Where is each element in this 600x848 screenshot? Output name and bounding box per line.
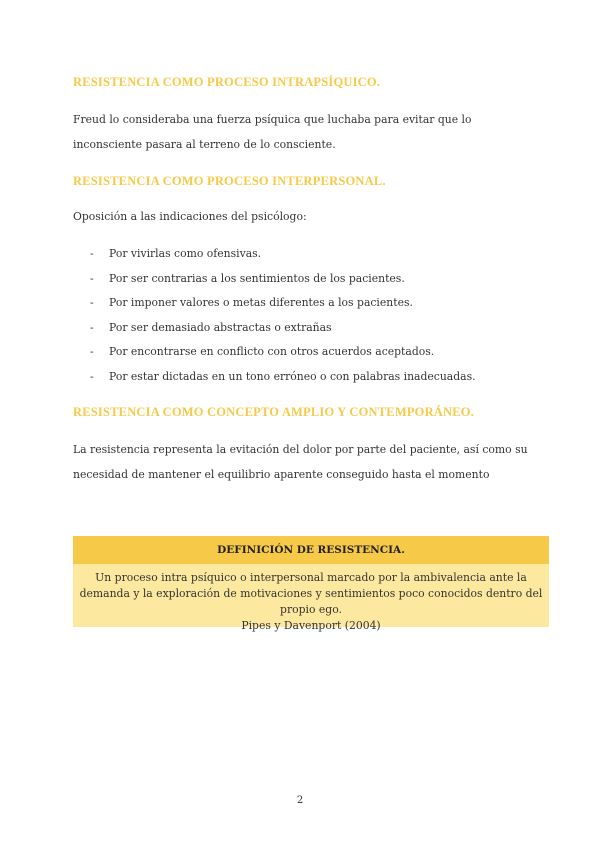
list-item — [90, 242, 476, 267]
dash-bullet: - — [90, 369, 94, 383]
section-heading-contemporaneo: RESISTENCIA COMO CONCEPTO AMPLIO Y CONTEMPORÁNEO. — [73, 405, 475, 419]
list-item-text: Por ser demasiado abstractas o extrañas — [109, 320, 332, 334]
list-item — [90, 291, 476, 316]
dash-bullet: - — [90, 247, 94, 260]
list-item-text: Por encontrarse en conflicto con otros acuerdos aceptados. — [109, 345, 435, 359]
definition-citation: Pipes y Davenport (2004) — [241, 619, 381, 632]
dash-bullet: - — [90, 320, 94, 334]
list-item — [90, 340, 476, 365]
definition-box — [73, 536, 549, 632]
opposition-list — [90, 242, 476, 390]
definition-title: DEFINICIÓN DE RESISTENCIA. — [73, 536, 549, 564]
list-item-text: Por ser contrarias a los sentimientos de los pacientes. — [109, 271, 405, 285]
section-heading-interpersonal: RESISTENCIA COMO PROCESO INTERPERSONAL. — [73, 174, 386, 188]
list-item-text: Por estar dictadas en un tono erróneo o con palabras inadecuadas. — [109, 369, 476, 383]
list-item-text: Por imponer valores o metas diferentes a los pacientes. — [109, 296, 413, 310]
section-paragraph-intrapsiquico: Freud lo consideraba una fuerza psíquica que luchaba para evitar que lo inconsciente pasara al terreno de lo consciente. — [73, 113, 472, 151]
list-item — [90, 316, 476, 341]
section-heading-intrapsiquico: RESISTENCIA COMO PROCESO INTRAPSÍQUICO. — [73, 75, 381, 89]
dash-bullet: - — [90, 296, 94, 310]
dash-bullet: - — [90, 271, 94, 285]
section-paragraph-interpersonal: Oposición a las indicaciones del psicólogo: — [73, 210, 307, 223]
section-paragraph-contemporaneo: La resistencia representa la evitación del dolor por parte del paciente, así como su necesidad de mantener el equilibrio aparente conseguido hasta el momento — [73, 443, 528, 481]
list-item-text: Por vivirlas como ofensivas. — [109, 247, 262, 260]
list-item — [90, 267, 476, 292]
dash-bullet: - — [90, 345, 94, 359]
page-number: 2 — [296, 795, 304, 806]
definition-body — [73, 564, 549, 632]
definition-text: Un proceso intra psíquico o interpersonal marcado por la ambivalencia ante la demanda y la exploración de motivaciones y sentimientos poco conocidos dentro del propio ego. — [79, 571, 543, 616]
list-item — [90, 365, 476, 390]
